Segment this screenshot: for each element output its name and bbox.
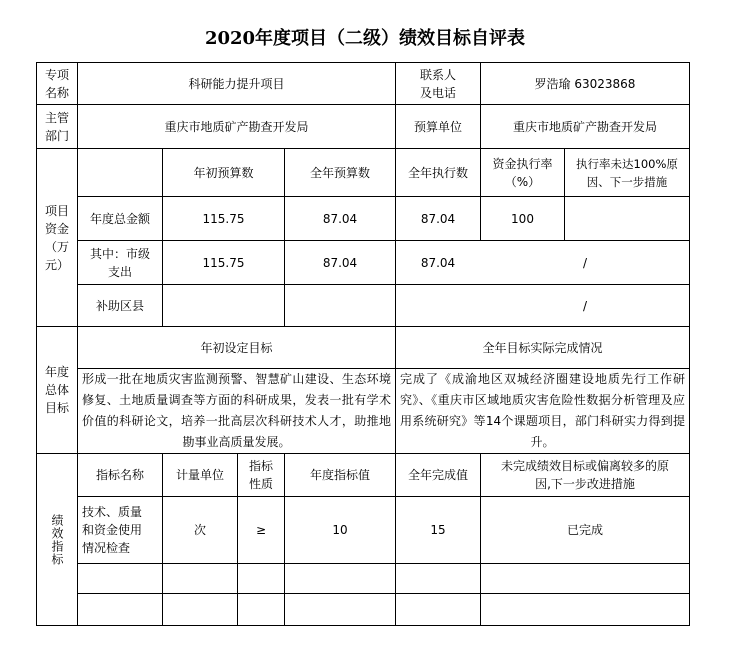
funds-row-county-label: 补助区县 [95,298,144,313]
funds-header-initial: 年初预算数 [193,165,254,180]
funds-row-total-annual: 87.04 [322,211,358,226]
funds-row-county-annual [285,285,395,326]
funds-row-county-merged: / [582,298,588,313]
budget-unit-label: 预算单位 [413,119,462,134]
ind-header-name: 指标名称 [95,468,144,482]
funds-row-city-annual: 87.04 [322,255,358,270]
table-border-bottom [36,625,689,626]
funds-header-reason: 执行率未达100%原 因、下一步措施 [576,156,678,189]
goals-initial-text: 形成一批在地质灾害监测预警、智慧矿山建设、生态环境修复、土地质量调查等方面的科研成果，发表一批有学术价值的科研论文，培养一批高层次科研技术人才，助推地勘事业高质量发展。 [82,372,391,449]
budget-unit-value: 重庆市地质矿产勘查开发局 [512,119,657,134]
funds-row-total-rate: 100 [511,211,534,226]
goals-initial-header: 年初设定目标 [200,340,273,355]
goals-actual-header: 全年目标实际完成情况 [482,340,603,355]
funds-header-executed: 全年执行数 [407,165,468,180]
dept-label: 主管 部门 [44,110,69,143]
funds-row-city-initial: 115.75 [202,255,245,270]
funds-row-total-label: 年度总金额 [89,211,150,226]
contact-label: 联系人 及电话 [419,67,456,100]
indicators-label-text: 绩效指标 [50,513,64,566]
ind-row-name: 技术、质量 和资金使用 情况检查 [82,505,143,555]
goals-actual-text: 完成了《成渝地区双城经济圈建设地质先行工作研究》、《重庆市区域地质灾害危险性数据分析管理及应用系统研究》等14个课题项目，部门科研实力得到提升。 [400,372,685,449]
ind-header-unit: 计量单位 [175,468,224,482]
funds-label: 项目 资金 （万 元） [44,203,69,272]
funds-header-rate: 资金执行率 （%） [492,156,553,189]
indicators-label [37,454,77,625]
ind-row-unit: 次 [193,523,206,537]
contact-value: 罗浩瑜 63023868 [534,76,636,91]
row-divider [77,593,689,594]
page-title: 2020年度项目（二级）绩效目标自评表 [204,28,526,49]
project-name-label: 专项 名称 [44,67,69,100]
funds-row-city-executed: 87.04 [420,255,456,270]
ind-header-nature: 指标 性质 [248,459,273,491]
dept-value: 重庆市地质矿产勘查开发局 [164,119,309,134]
goals-label: 年度 总体 目标 [44,365,69,415]
ind-header-target: 年度指标值 [309,468,370,482]
funds-row-county-initial [163,285,284,326]
funds-row-total-reason [565,197,689,240]
ind-header-actual: 全年完成值 [407,468,468,482]
ind-row-actual: 15 [430,523,446,537]
table-border-right [689,62,690,626]
ind-row-note: 已完成 [566,523,603,537]
ind-row-target: 10 [332,523,348,537]
funds-row-county-executed [396,285,480,326]
row-divider [77,563,689,564]
funds-row-city-label: 其中：市级 支出 [89,246,150,279]
funds-header-annual: 全年预算数 [309,165,370,180]
funds-row-total-initial: 115.75 [202,211,245,226]
ind-row-nature: ≥ [255,523,267,537]
ind-header-note: 未完成绩效目标或偏离较多的原 因,下一步改进措施 [500,459,669,491]
project-name-value: 科研能力提升项目 [188,76,285,91]
funds-row-total-executed: 87.04 [420,211,456,226]
funds-row-city-merged: / [582,255,588,270]
